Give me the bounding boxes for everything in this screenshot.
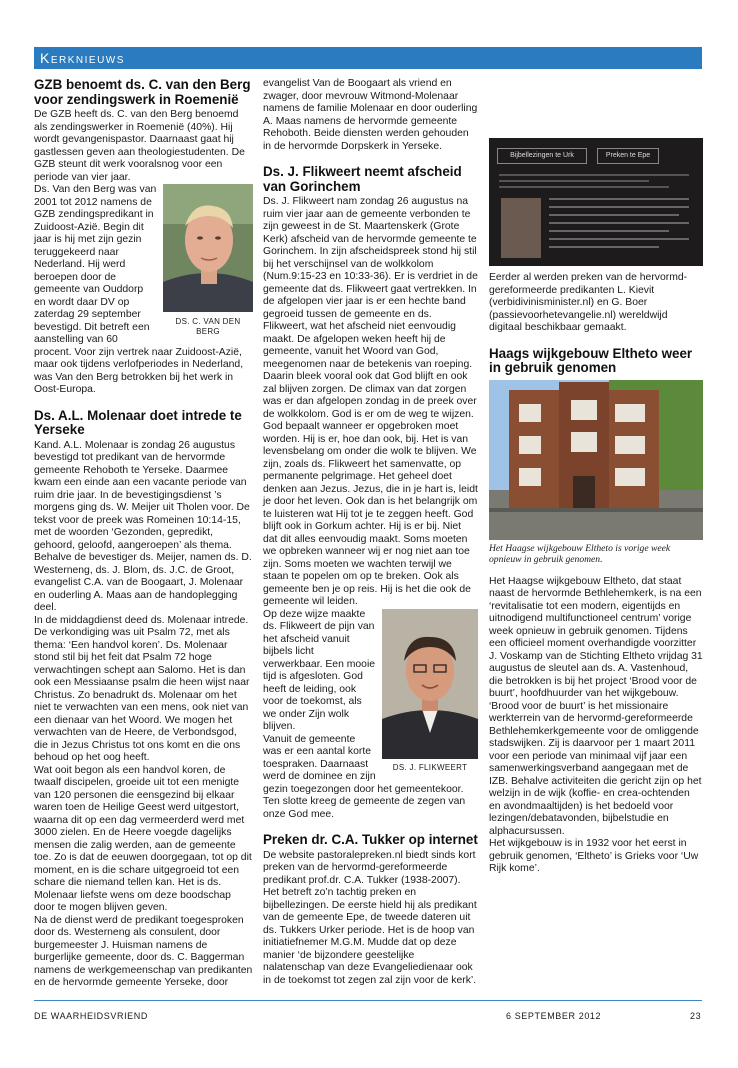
article-title-tukker: Preken dr. C.A. Tukker op internet — [263, 832, 478, 847]
article-paragraph: De GZB heeft ds. C. van den Berg benoemd als zendingswerker in Roemenië (40%). Hij wordt gevangenispastor. Daarnaast gaat hij gastlessen geven aan theologiestudenten. De GZB steunt dit werk vooralsnog voor een periode van vier jaar. — [34, 109, 245, 183]
column-3 — [489, 78, 703, 876]
article-paragraph: Kand. A.L. Molenaar is zondag 26 augustus bevestigd tot predikant van de hervormde gemeente Rehoboth te Yerseke. Daarmee kwam een einde aan een vacante periode van ruim drie jaar. In de bevestigingsdienst ’s morgens ging ds. W. Meijer uit Tholen voor. De tekst voor de preek was Romeinen 10:14-15, met de woorden ‘Gezonden, gepredikt, gehoord, geloofd, aangeroepen’ als thema. Behalve de bevestiger ds. Meijer, namen ds. D. Westerneng, ds. J. Blom, ds. J.C. de Groot, evangelist C.A. van de Boogaart, J. Molenaar en ouderling A. Maas aan de handoplegging deel. — [34, 439, 252, 613]
article-paragraph: Op deze wijze maakte ds. Flikweert de pijn van het afscheid vanuit bijbels licht verwerkbaar. Een mooie tijd is afgesloten. God heeft de leiding, ook voor de toekomst, als we onder Zijn wolk blijven. — [263, 608, 376, 732]
footer-divider — [34, 1000, 702, 1001]
screenshot-portrait — [501, 198, 541, 258]
photo-caption: DS. J. FLIKWEERT — [392, 763, 468, 772]
photo-eltheto-building — [489, 380, 703, 540]
article-paragraph: Het Haagse wijkgebouw Eltheto, dat staat naast de hervormde Bethlehemkerk, is na een ‘revitalisatie tot een modern, eigentijds en uitnodigend multifunctioneel centrum’ vorige week opnieuw in gebruik genomen. Tijdens een officieel moment overhandigde voorzitter J. Voskamp van de Stichting Eltheto vrijdag 31 augustus de sleutel aan ds. A. Vastenhoud, die betrokken is bij het project ‘Brood voor de buurt’, hoofdhuurder van het wijkgebouw. ‘Brood voor de buurt’ is het missionaire werkterrein van de hervormd-gereformeerde Bethlehemkerkgemeente voor de omliggende stadswijken. Zij is daarvoor per 1 maart 2011 voor een periode van minimaal vijf jaar een samenwerkingsverband aangegaan met de IZB. Behalve activiteiten die gericht zijn op het welzijn in de wijk (koffie- en crea-ochtenden en avondmaaltijden) is het bedoeld voor lezingen/debatavonden, bijbelstudie en alphacursussen. — [489, 575, 703, 837]
article-paragraph: Vanuit de gemeente was er een aantal korte toespraken. Daarnaast werd de dominee en zijn gezin toegezongen door het gemeentekoor. Ten slotte kreeg de gemeente de zegen van onze God mee. — [263, 733, 466, 820]
portrait-flikweert — [382, 609, 478, 759]
footer-publication: DE WAARHEIDSVRIEND — [34, 1011, 148, 1021]
column-3-continuation — [489, 78, 703, 138]
footer-date: 6 SEPTEMBER 2012 — [506, 1011, 602, 1021]
photo-flikweert-figure — [382, 609, 478, 774]
article-title-gzb: GZB benoemt ds. C. van den Berg voor zendingswerk in Roemenië — [34, 77, 251, 107]
website-screenshot — [489, 138, 703, 266]
photo-caption: Het Haagse wijkgebouw Eltheto is vorige week opnieuw in gebruik genomen. — [489, 542, 671, 565]
article-paragraph: Wat ooit begon als een handvol koren, de twaalf discipelen, groeide uit tot een menigte van 120 personen die eensgezind bij elkaar waren toen de Heilige Geest werd uitgestort, waarna dit op een dag vermeerderd werd met 3000 zielen. En de Heere voegde dagelijks mensen die zalig werden, aan de gemeente toe. Zo is dat de eeuwen doorgegaan, tot op dit moment, en is die schare uitgegroeid tot een schare die niemand tellen kan. Het is ds. Molenaar liefste wens om deze boodschap door te mogen blijven geven. — [34, 764, 252, 913]
screenshot-button-epe: Preken te Epe — [597, 148, 659, 164]
column-1 — [34, 78, 253, 990]
article-paragraph: Eerder al werden preken van de hervormd-gereformeerde predikanten L. Kievit (verbidivinisminister.nl) en G. Boer (passievoorhetevangelie.nl) wereldwijd digitaal beschikbaar gemaakt. — [489, 272, 688, 333]
column-2-continuation: evangelist Van de Boogaart als vriend en zwager, door mevrouw Witmond-Molenaar namens de familie Molenaar en door ouderling A. Maas namens de hervormde gemeente Rehoboth. Beide diensten werden gehouden in de hervormde Dorpskerk in Yerseke. — [263, 78, 478, 152]
article-paragraph: Ds. Van den Berg was van 2001 tot 2012 namens de GZB zendingspredikant in Zuidoost-Azië. Begin dit jaar is hij met zijn gezin teruggekeerd naar Nederland. Hij werd beroepen door de gemeente van Ouddorp en wordt daar DV op zaterdag 29 september bevestigd. Dit betreft een aanstelling van 60 procent. Voor zijn vertrek naar Zuidoost-Azië, maar ook tijdens verlofperiodes in Nederland, was Van den Berg betrokken bij het werk in Oost-Europa. — [34, 184, 244, 395]
article-paragraph: Na de dienst werd de predikant toegesproken door ds. Westerneng als consulent, door burgemeester J. Huisman namens de burgerlijke gemeente, door ds. C. Baggerman namens de werkgemeenschap van predikanten en de hervormde gemeente Yerseke, door — [34, 914, 253, 988]
column-2 — [263, 78, 478, 987]
photo-van-den-berg-figure — [163, 184, 253, 337]
article-title-flikweert: Ds. J. Flikweert neemt afscheid van Gorinchem — [263, 164, 462, 194]
screenshot-button-urk: Bijbellezingen te Urk — [497, 148, 587, 164]
article-paragraph: In de middagdienst deed ds. Molenaar intrede. De verkondiging was uit Psalm 72, met als thema: ‘Een handvol koren’. Ds. Molenaar stond stil bij het feit dat Psalm 72 hoge verwachtingen schept aan Salomo. Het is dan ook een Messiaanse psalm die heen wijst naar Christus. Zo benadrukt ds. Molenaar om het niet te verwachten van een mens, ook niet van een dienaar van het Woord. We mogen het verwachten van de Heere, de Verbondsgod, die in Jezus Christus tot ons komt en die ons behoud op het oog heeft. — [34, 614, 250, 763]
photo-caption: DS. C. VAN DEN BERG — [175, 316, 241, 336]
article-paragraph: Het wijkgebouw is in 1932 voor het eerst in gebruik genomen, ‘Eltheto’ is Grieks voor ‘Uw Rijk kome’. — [489, 838, 699, 874]
article-paragraph: Ds. J. Flikweert nam zondag 26 augustus na ruim vier jaar aan de gemeente verbonden te zijn geweest in de St. Maartenskerk (Grote Kerk) afscheid van de hervormde gemeente te Gorinchem. In zijn afscheidspreek stond hij stil bij het verschijnsel van de wolkkolom (Num.9:15-23 en 10:33-36). Er is verdriet in de gemeente dat ds. Flikweert gaat vertrekken. In de afgelopen vier jaar is er een hechte band gegroeid tussen de gemeente en ds. Flikweert, wat het afscheid niet eenvoudig maakt. De afgelopen weken heeft hij de gemeente, vanuit het Woord van God, meegenomen naar de betekenis van roeping. Daarin bleek vooral ook dat God blijft en ook zal blijven zorgen. De climax van dat zorgen was er dan afgelopen zondag in de preek over de wolkkolom. God is er om de weg te wijzen. God bepaalt wanneer er opgebroken moet worden. Hij is er, hoe dan ook, bij. Het is van levensbelang om onder die wolk te blijven. We zijn, zoals ds. Flikweert het samenvatte, op permanente pelgrimage. Het geheel doet denken aan Jezus. Jezus, die in je hart is, leidt je door het leven. Ook dan is het belangrijk om te luisteren wat Hij tot je te zeggen heeft. God blijft ook in Gorkum achter. Hij is er bij. Niet dat dit alles eenvoudig maakt. Soms moeten we opbreken wanneer wij er nog niet aan toe zijn. Soms moeten we wachten terwijl we staan te popelen om op te breken. Ook als gemeente ben je op reis. Hij is het die ook de gemeente wil leiden. — [263, 196, 478, 607]
section-banner: Kerknieuws — [34, 47, 702, 69]
footer-page-number: 23 — [690, 1011, 702, 1021]
portrait-van-den-berg — [163, 184, 253, 312]
article-paragraph: De website pastoralepreken.nl biedt sinds kort preken van de hervormd-gereformeerde predikant prof.dr. C.A. Tukker (1938-2007). Het betreft zo’n tachtig preken en bijbellezingen. De eerste hield hij als predikant van de gemeente Epe, de tweede dateren uit ds. Tukkers Urker periode. Het is de hoop van initiatiefnemer M.G.M. Mudde dat op deze manier ‘de bijzondere geestelijke nalatenschap van deze Evangeliedienaar ook in de toekomst tot zegen zal zijn voor de kerk’. — [263, 849, 477, 986]
article-title-molenaar: Ds. A.L. Molenaar doet intrede te Yerseke — [34, 407, 242, 437]
article-title-eltheto: Haags wijkgebouw Eltheto weer in gebruik genomen — [489, 345, 693, 375]
